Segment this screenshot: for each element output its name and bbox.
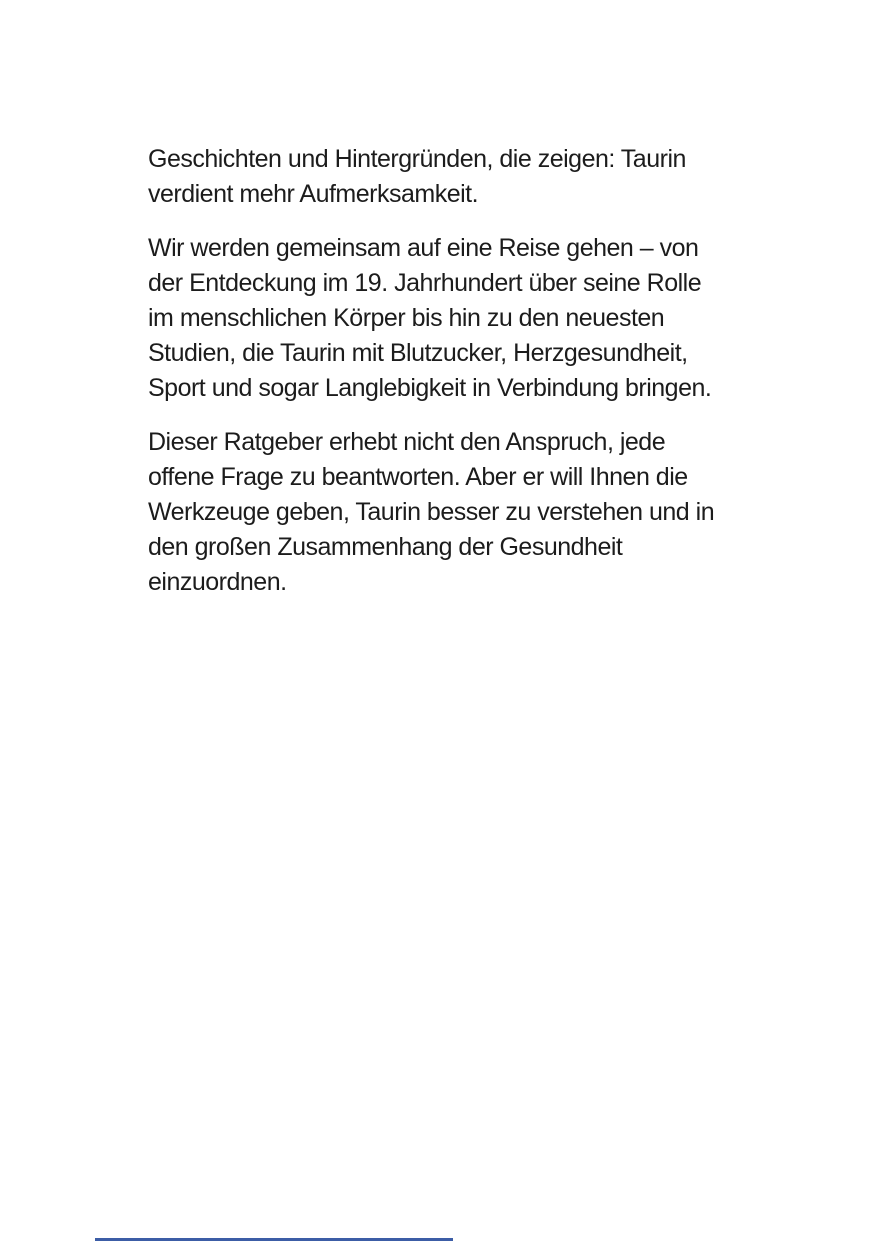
text-line: einzuordnen. [148, 568, 287, 596]
text-line: Sport und sogar Langlebigkeit in Verbindung bringen. [148, 374, 712, 402]
text-line: den großen Zusammenhang der Gesundheit [148, 533, 623, 561]
text-line: Wir werden gemeinsam auf eine Reise gehen – von [148, 234, 699, 262]
text-line: offene Frage zu beantworten. Aber er will Ihnen die [148, 463, 688, 491]
paragraph [148, 425, 768, 600]
text-line: im menschlichen Körper bis hin zu den neuesten [148, 304, 665, 332]
text-line: verdient mehr Aufmerksamkeit. [148, 180, 479, 208]
paragraph [148, 142, 768, 212]
text-line: der Entdeckung im 19. Jahrhundert über seine Rolle [148, 269, 702, 297]
text-line: Dieser Ratgeber erhebt nicht den Anspruch, jede [148, 428, 666, 456]
text-line: Werkzeuge geben, Taurin besser zu verstehen und in [148, 498, 715, 526]
text-line: Studien, die Taurin mit Blutzucker, Herzgesundheit, [148, 339, 688, 367]
body-text [148, 142, 768, 619]
text-line: Geschichten und Hintergründen, die zeigen: Taurin [148, 145, 686, 173]
paragraph [148, 231, 768, 406]
